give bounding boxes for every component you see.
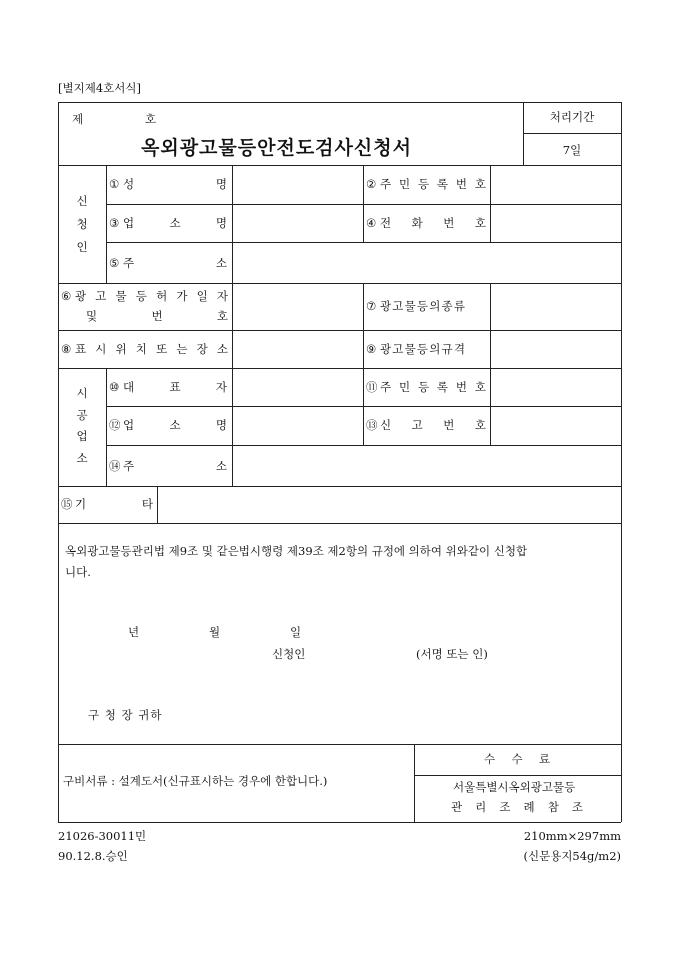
- business-num: ③: [109, 216, 120, 230]
- business-field[interactable]: [233, 205, 362, 241]
- phone-field[interactable]: [491, 205, 620, 241]
- form-code: 21026-30011민: [58, 829, 147, 843]
- signature-seal-label: (서명 또는 인): [416, 647, 488, 661]
- fee-reference-line2: 관 리 조 례 참 조: [451, 800, 583, 814]
- fee-reference-line1: 서울특별시옥외광고물등: [453, 780, 576, 794]
- phone-num: ④: [366, 216, 377, 230]
- rep-field[interactable]: [233, 369, 362, 405]
- doc-no-label: 제: [72, 112, 84, 126]
- address-label: 주 소: [123, 256, 227, 270]
- rrn-field[interactable]: [491, 166, 620, 203]
- rrn-num: ②: [366, 177, 377, 191]
- permit-num: ⑥: [61, 289, 72, 303]
- fee-label: 수 수 료: [484, 752, 550, 766]
- rrn-label: 주 민 등 록 번 호: [380, 177, 486, 191]
- ad-size-label: 광고물등의규격: [380, 342, 467, 356]
- business-label: 업 소 명: [123, 216, 227, 230]
- location-field[interactable]: [233, 331, 362, 367]
- address-field[interactable]: [233, 243, 620, 282]
- statement-line1: 옥외광고물등관리법 제9조 및 같은법시행령 제39조 제2항의 규정에 의하여 위와같이 신청합: [65, 544, 528, 558]
- name-field[interactable]: [233, 166, 362, 203]
- processing-period-value: 7일: [562, 143, 582, 157]
- form-number-label: [별지제4호서식]: [58, 81, 141, 95]
- applicant-sign-label: 신청인: [272, 647, 306, 661]
- other-label: 기 타: [75, 497, 153, 511]
- ad-type-label: 광고물등의종류: [380, 299, 467, 313]
- permit-label-line2: 및 번 호: [86, 309, 228, 323]
- contractor-rrn-field[interactable]: [491, 369, 620, 405]
- ad-size-field[interactable]: [491, 331, 620, 367]
- ad-type-field[interactable]: [491, 284, 620, 329]
- contractor-rrn-label: 주 민 등 록 번 호: [380, 380, 486, 394]
- approval-date: 90.12.8.승인: [58, 849, 128, 863]
- other-field[interactable]: [158, 487, 620, 522]
- name-label: 성 명: [123, 177, 227, 191]
- name-num: ①: [109, 177, 120, 191]
- required-documents: 구비서류 : 설계도서(신규표시하는 경우에 한합니다.): [63, 774, 328, 788]
- contractor-business-field[interactable]: [233, 407, 362, 444]
- form-title: 옥외광고물등안전도검사신청서: [141, 137, 412, 159]
- address-num: ⑤: [109, 256, 120, 270]
- contractor-rrn-num: ⑪: [366, 380, 378, 394]
- paper-size: 210mm×297mm: [523, 829, 621, 843]
- ad-type-num: ⑦: [366, 299, 377, 313]
- paper-type: (신문용지54g/m2): [523, 849, 621, 863]
- applicant-group-label: 신 청 인: [76, 194, 88, 254]
- phone-label: 전 화 번 호: [380, 216, 486, 230]
- contractor-address-field[interactable]: [233, 446, 620, 485]
- location-label: 표 시 위 치 또 는 장 소: [75, 342, 228, 356]
- permit-label-line1: 광 고 물 등 허 가 일 자: [75, 289, 228, 303]
- contractor-group-label: 시 공 업 소: [76, 386, 88, 465]
- rep-num: ⑩: [109, 380, 120, 394]
- contractor-business-label: 업 소 명: [123, 418, 227, 432]
- ad-size-num: ⑨: [366, 342, 377, 356]
- date-month-label: 월: [209, 625, 221, 639]
- permit-field[interactable]: [233, 284, 362, 329]
- date-year-label: 년: [128, 625, 140, 639]
- other-num: ⑮: [61, 497, 73, 511]
- date-day-label: 일: [290, 625, 302, 639]
- contractor-address-num: ⑭: [109, 459, 121, 473]
- report-no-num: ⑬: [366, 418, 378, 432]
- contractor-address-label: 주 소: [123, 459, 227, 473]
- doc-ho-label: 호: [145, 112, 157, 126]
- rep-label: 대 표 자: [123, 380, 227, 394]
- processing-period-label: 처리기간: [549, 110, 595, 124]
- addressee: 구 청 장 귀하: [88, 708, 163, 722]
- contractor-business-num: ⑫: [109, 418, 121, 432]
- report-no-field[interactable]: [491, 407, 620, 444]
- location-num: ⑧: [61, 342, 72, 356]
- report-no-label: 신 고 번 호: [380, 418, 486, 432]
- statement-line2: 니다.: [65, 565, 91, 579]
